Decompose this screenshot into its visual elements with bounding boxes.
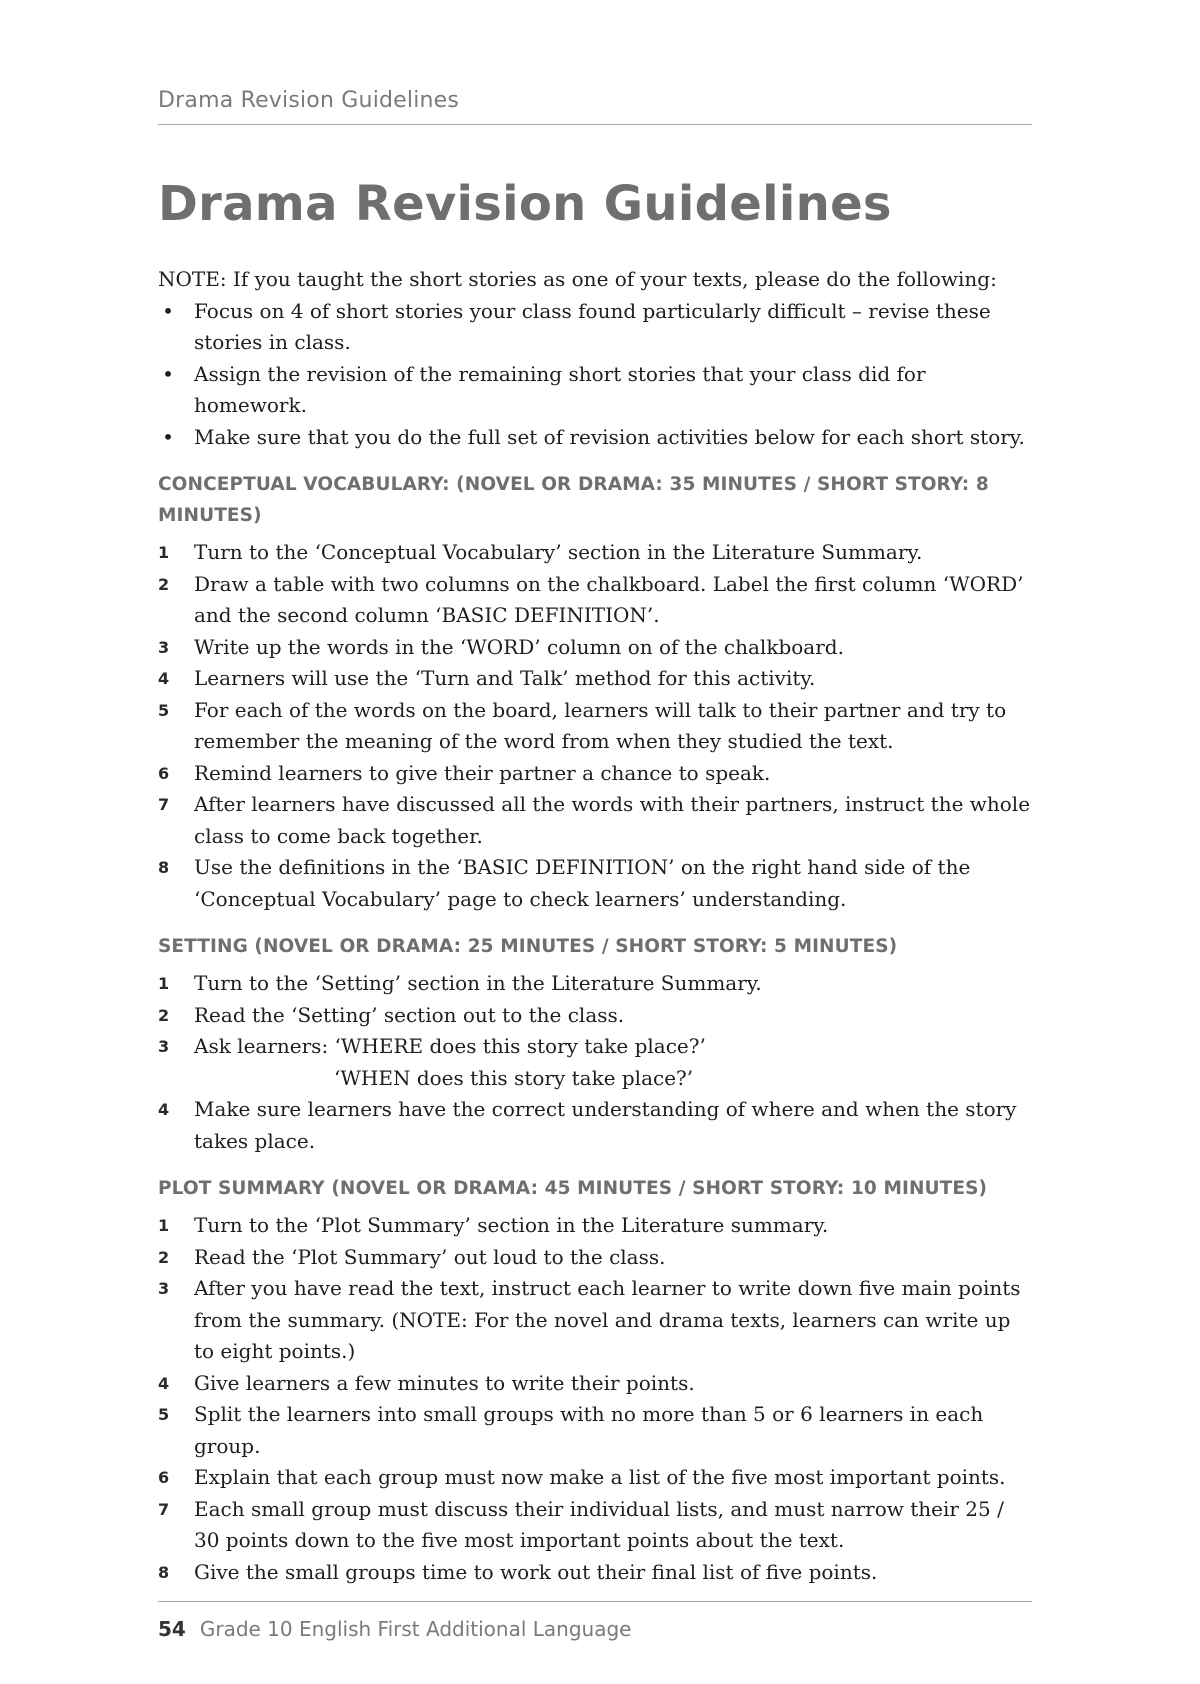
list-item: 1 Turn to the ‘Setting’ section in the Literature Summary. [158, 971, 762, 995]
page-number: 54 [158, 1617, 186, 1641]
list-item: 2 Draw a table with two columns on the chalkboard. Label the first column ‘WORD’ and the second column ‘BASIC DEFINITION’. [158, 571, 1024, 627]
list-item: 6 Explain that each group must now make a list of the five most important points. [158, 1465, 1006, 1489]
list-item: 4 Make sure learners have the correct understanding of where and when the story takes place. [158, 1097, 1017, 1153]
plot-summary-steps [158, 1210, 1032, 1588]
note-bullet-list [158, 296, 1032, 454]
bullet-icon: • [162, 298, 174, 323]
list-item: 1 Turn to the ‘Conceptual Vocabulary’ section in the Literature Summary. [158, 540, 923, 564]
bullet-icon: • [162, 424, 174, 449]
list-item: 6 Remind learners to give their partner a chance to speak. [158, 760, 771, 785]
list-item: • Make sure that you do the full set of revision activities below for each short story. [158, 422, 1032, 454]
list-item: 5 For each of the words on the board, learners will talk to their partner and try to remember the meaning of the word from when they studied the text. [158, 697, 1007, 753]
list-item: 3 Ask learners: ‘WHERE does this story take place?’ ‘WHEN does this story take place?’ [158, 1031, 1032, 1094]
page-title: Drama Revision Guidelines [158, 176, 892, 232]
section-heading-conceptual-vocabulary: CONCEPTUAL VOCABULARY: (NOVEL OR DRAMA: 35 MINUTES / SHORT STORY: 8 MINUTES) [158, 474, 989, 526]
running-header: Drama Revision Guidelines [158, 88, 460, 113]
list-item: • Assign the revision of the remaining short stories that your class did for homework. [158, 359, 1032, 422]
book-title: Grade 10 English First Additional Language [199, 1617, 632, 1641]
list-item: 7 After learners have discussed all the words with their partners, instruct the whole class to come back together. [158, 792, 1031, 848]
list-item: 2 Read the ‘Plot Summary’ out loud to the class. [158, 1244, 666, 1269]
list-item: 7 Each small group must discuss their individual lists, and must narrow their 25 / 30 points down to the five most important points about the text. [158, 1496, 1004, 1552]
list-item: 8 Use the definitions in the ‘BASIC DEFINITION’ on the right hand side of the ‘Conceptual Vocabulary’ page to check learners’ understanding. [158, 855, 971, 911]
setting-step3-continuation: ‘WHEN does this story take place?’ [334, 1065, 694, 1090]
bullet-icon: • [162, 361, 174, 386]
page-footer [158, 1617, 631, 1641]
footer-divider [158, 1601, 1032, 1602]
conceptual-vocabulary-steps [158, 537, 1032, 915]
header-divider [158, 124, 1032, 125]
list-item: 4 Learners will use the ‘Turn and Talk’ method for this activity. [158, 666, 816, 690]
list-item: 8 Give the small groups time to work out their final list of five points. [158, 1559, 878, 1584]
list-item: 1 Turn to the ‘Plot Summary’ section in the Literature summary. [158, 1213, 829, 1237]
section-heading-setting: SETTING (NOVEL OR DRAMA: 25 MINUTES / SHORT STORY: 5 MINUTES) [158, 936, 898, 957]
list-item: 5 Split the learners into small groups with no more than 5 or 6 learners in each group. [158, 1402, 984, 1458]
list-item: 2 Read the ‘Setting’ section out to the class. [158, 1002, 625, 1027]
list-item: 3 Write up the words in the ‘WORD’ column on of the chalkboard. [158, 634, 844, 659]
note-text: NOTE: If you taught the short stories as one of your texts, please do the following: [158, 267, 997, 291]
main-content [158, 264, 1032, 1588]
list-item: 3 After you have read the text, instruct each learner to write down five main points from the summary. (NOTE: For the novel and drama texts, learners can write up to eight points.) [158, 1276, 1021, 1363]
section-heading-plot-summary: PLOT SUMMARY (NOVEL OR DRAMA: 45 MINUTES / SHORT STORY: 10 MINUTES) [158, 1178, 988, 1199]
list-item: • Focus on 4 of short stories your class found particularly difficult – revise these stories in class. [158, 296, 1032, 359]
setting-steps [158, 968, 1032, 1157]
list-item: 4 Give learners a few minutes to write their points. [158, 1370, 695, 1395]
